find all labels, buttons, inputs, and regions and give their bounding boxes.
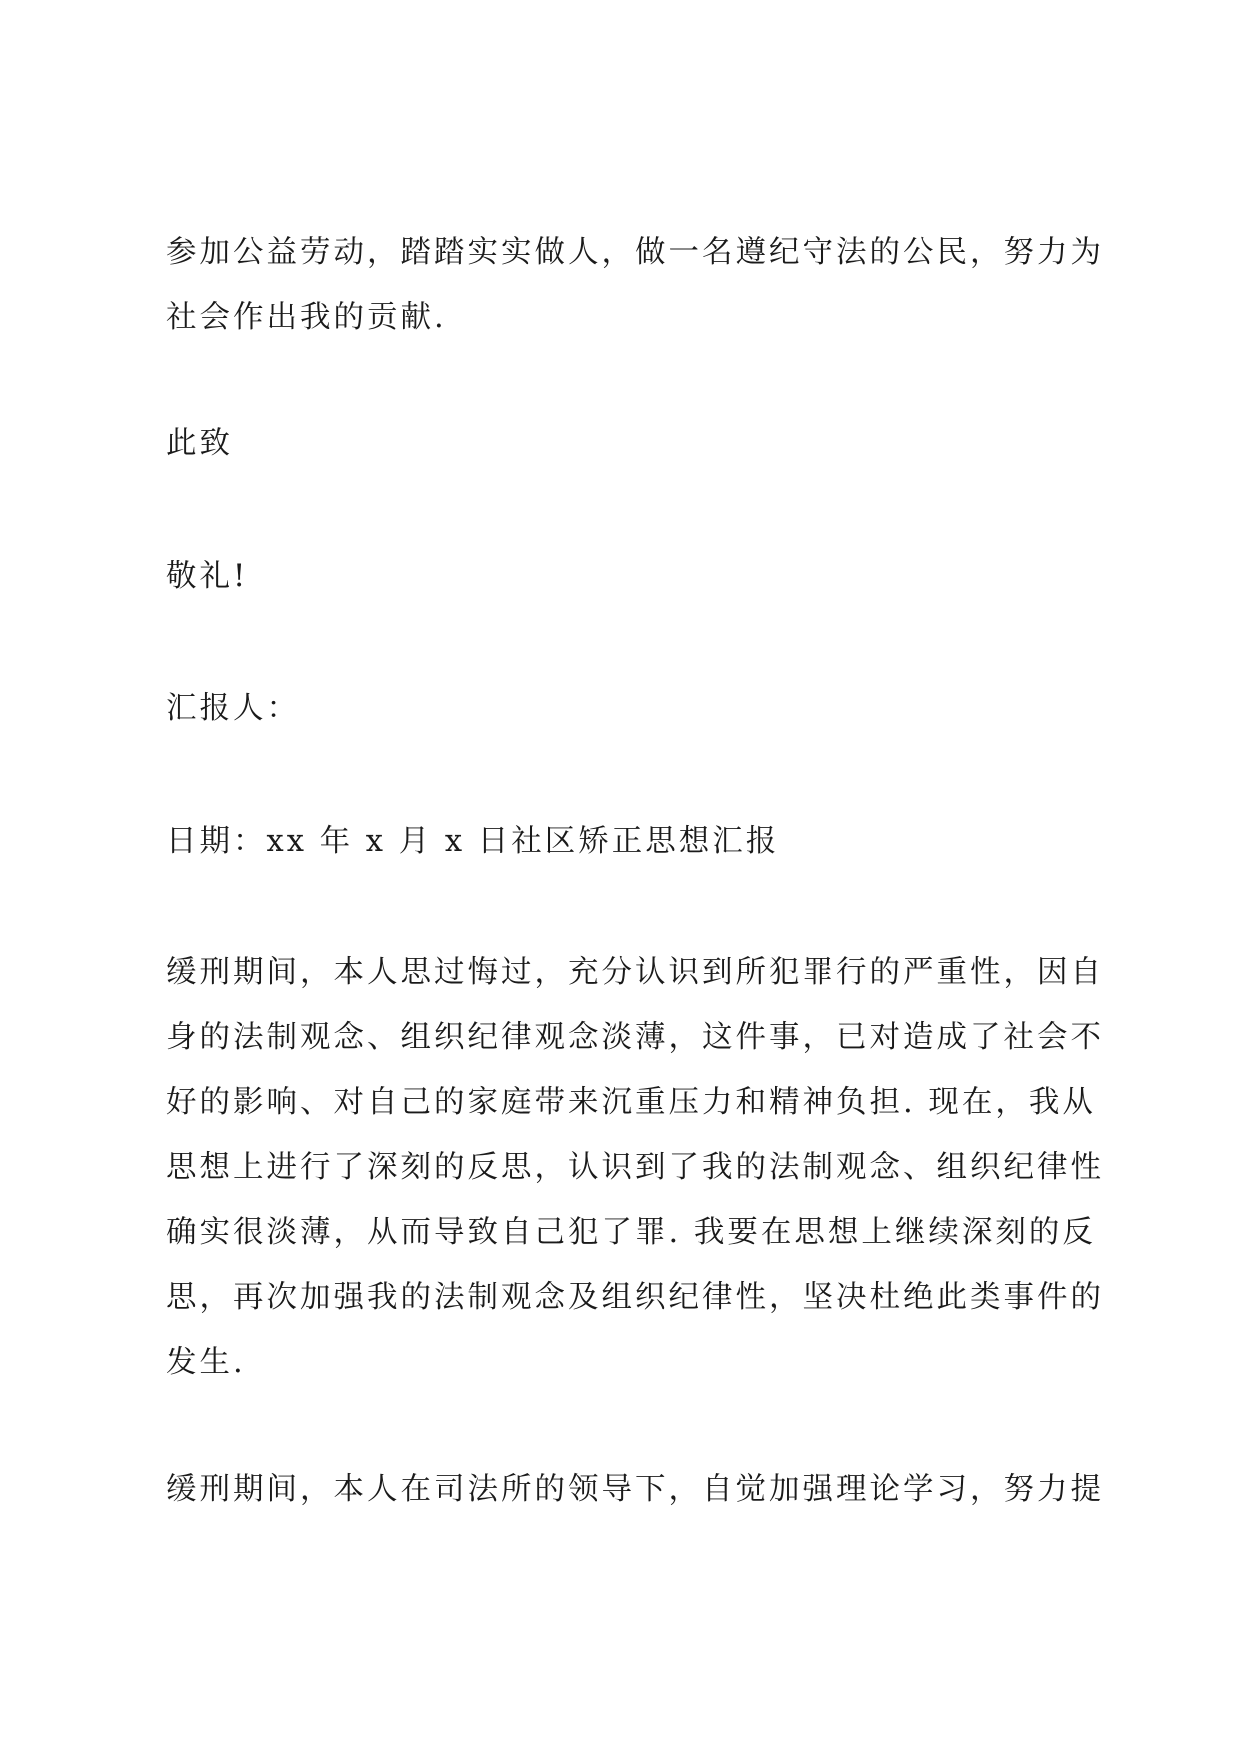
paragraph-line: 社会作出我的贡献.: [166, 300, 447, 335]
date-text: 日期：xx 年 x 月 x 日社区矫正思想汇报: [166, 824, 780, 859]
closing-salutation: [166, 411, 1090, 476]
paragraph-reflection: [166, 940, 1104, 1395]
closing-line: 此致: [166, 426, 233, 461]
paragraph-line: 缓刑期间，本人在司法所的领导下，自觉加强理论学习，努力提: [166, 1472, 1104, 1507]
paragraph-study: [166, 1457, 1104, 1522]
reporter-label: [166, 676, 1090, 741]
closing-respect: [166, 544, 1090, 609]
paragraph-public-service: [166, 220, 1104, 350]
paragraph-line: 好的影响、对自己的家庭带来沉重压力和精神负担. 现在，我从: [166, 1085, 1096, 1120]
paragraph-line: 确实很淡薄，从而导致自己犯了罪. 我要在思想上继续深刻的反: [166, 1215, 1096, 1250]
closing-line: 敬礼!: [166, 559, 249, 594]
reporter-line: 汇报人：: [166, 691, 300, 726]
paragraph-line: 思，再次加强我的法制观念及组织纪律性，坚决杜绝此类事件的: [166, 1280, 1104, 1315]
date-line: [166, 809, 1090, 874]
paragraph-line: 身的法制观念、组织纪律观念淡薄，这件事，已对造成了社会不: [166, 1020, 1104, 1055]
paragraph-line: 缓刑期间，本人思过悔过，充分认识到所犯罪行的严重性，因自: [166, 955, 1104, 990]
paragraph-line: 发生.: [166, 1345, 246, 1380]
paragraph-line: 参加公益劳动，踏踏实实做人，做一名遵纪守法的公民，努力为: [166, 235, 1104, 270]
paragraph-line: 思想上进行了深刻的反思，认识到了我的法制观念、组织纪律性: [166, 1150, 1104, 1185]
